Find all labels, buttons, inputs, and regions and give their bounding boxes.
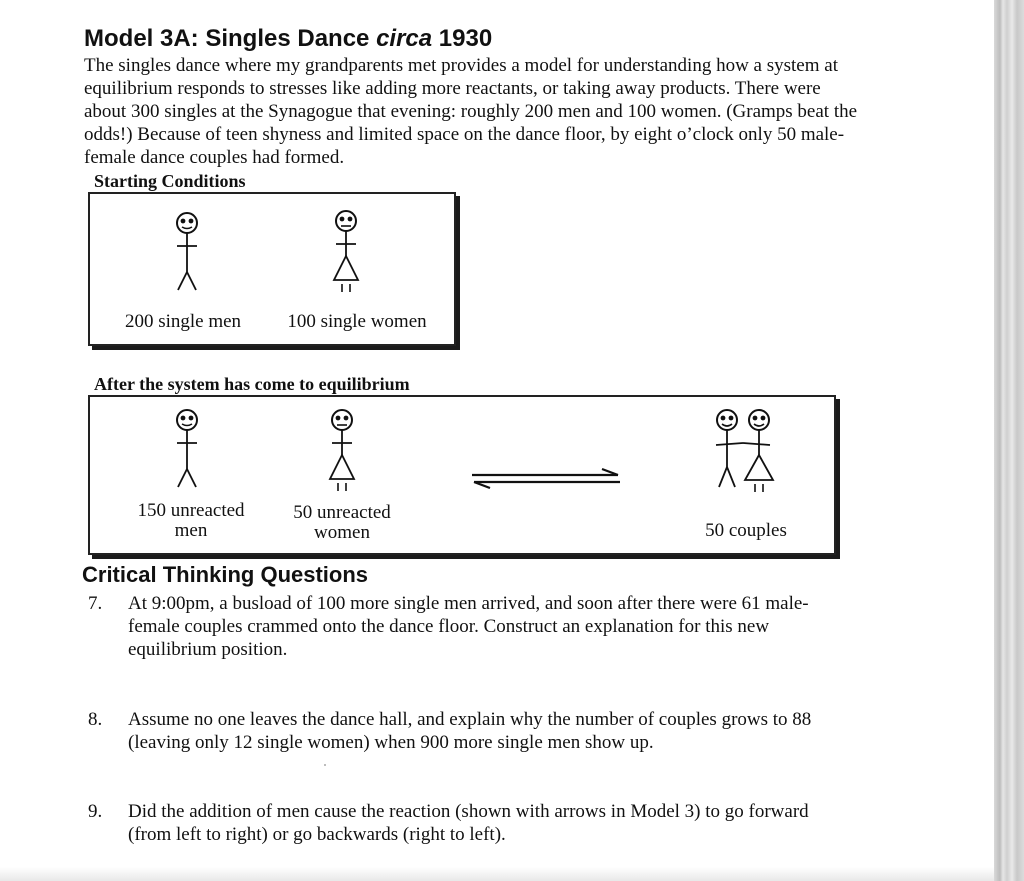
unreacted-men-line1: 150 unreacted [137, 500, 245, 521]
question-number: 9. [88, 801, 103, 822]
starting-conditions-label: Starting Conditions [94, 171, 246, 191]
single-man-icon [167, 210, 207, 302]
question-item-7 [88, 592, 828, 661]
question-item-8 [88, 708, 828, 754]
question-number: 8. [88, 709, 103, 730]
critical-thinking-heading: Critical Thinking Questions [82, 562, 369, 587]
title-italic-circa: circa [376, 25, 433, 52]
unreacted-men-caption [128, 501, 254, 541]
title-suffix: 1930 [432, 25, 493, 52]
title-prefix: Model 3A: Singles Dance [84, 25, 377, 52]
question-number: 7. [88, 593, 103, 614]
equilibrium-label: After the system has come to equilibrium [94, 374, 410, 394]
single-woman-icon [326, 208, 366, 304]
intro-paragraph: The singles dance where my grandparents met provides a model for understanding how a system at equilibrium responds to stresses like adding more reactants, or taking away products. There were about 300 singles at the Synagogue that evening: roughly 200 men and 100 women. (Gramps beat the odds!) Because of teen shyness and limited space on the dance floor, by eight o’clock only 50 male-female dance couples had formed. [84, 55, 858, 168]
starting-men-caption: 200 single men [124, 311, 242, 332]
couples-caption: 50 couples [705, 520, 787, 541]
starting-conditions-box [88, 192, 456, 346]
page-bottom-shadow [0, 867, 994, 881]
unreacted-women-caption [280, 503, 404, 543]
model-title [84, 24, 492, 54]
question-text: Assume no one leaves the dance hall, and explain why the number of couples grows to 88 (leaving only 12 single women) when 900 more single men show up. [128, 709, 812, 753]
scan-speck [324, 764, 326, 766]
unreacted-women-line2: women [314, 522, 370, 543]
equilibrium-box [88, 395, 836, 555]
question-item-9 [88, 800, 828, 846]
equilibrium-arrows-icon [468, 467, 624, 489]
dance-couple-icon [710, 407, 784, 503]
question-text: At 9:00pm, a busload of 100 more single men arrived, and soon after there were 61 male-female couples crammed onto the dance floor. Construct an explanation for this new equilibrium position. [128, 593, 809, 660]
page-edge-scan-shadow [994, 0, 1024, 881]
unreacted-men-line2: men [174, 520, 208, 541]
question-text: Did the addition of men cause the reaction (shown with arrows in Model 3) to go forward (from left to right) or go backwards (right to left). [128, 801, 809, 845]
unreacted-women-line1: 50 unreacted [293, 502, 391, 523]
unreacted-man-icon [167, 407, 207, 499]
starting-women-caption: 100 single women [287, 311, 427, 332]
unreacted-woman-icon [322, 407, 362, 503]
